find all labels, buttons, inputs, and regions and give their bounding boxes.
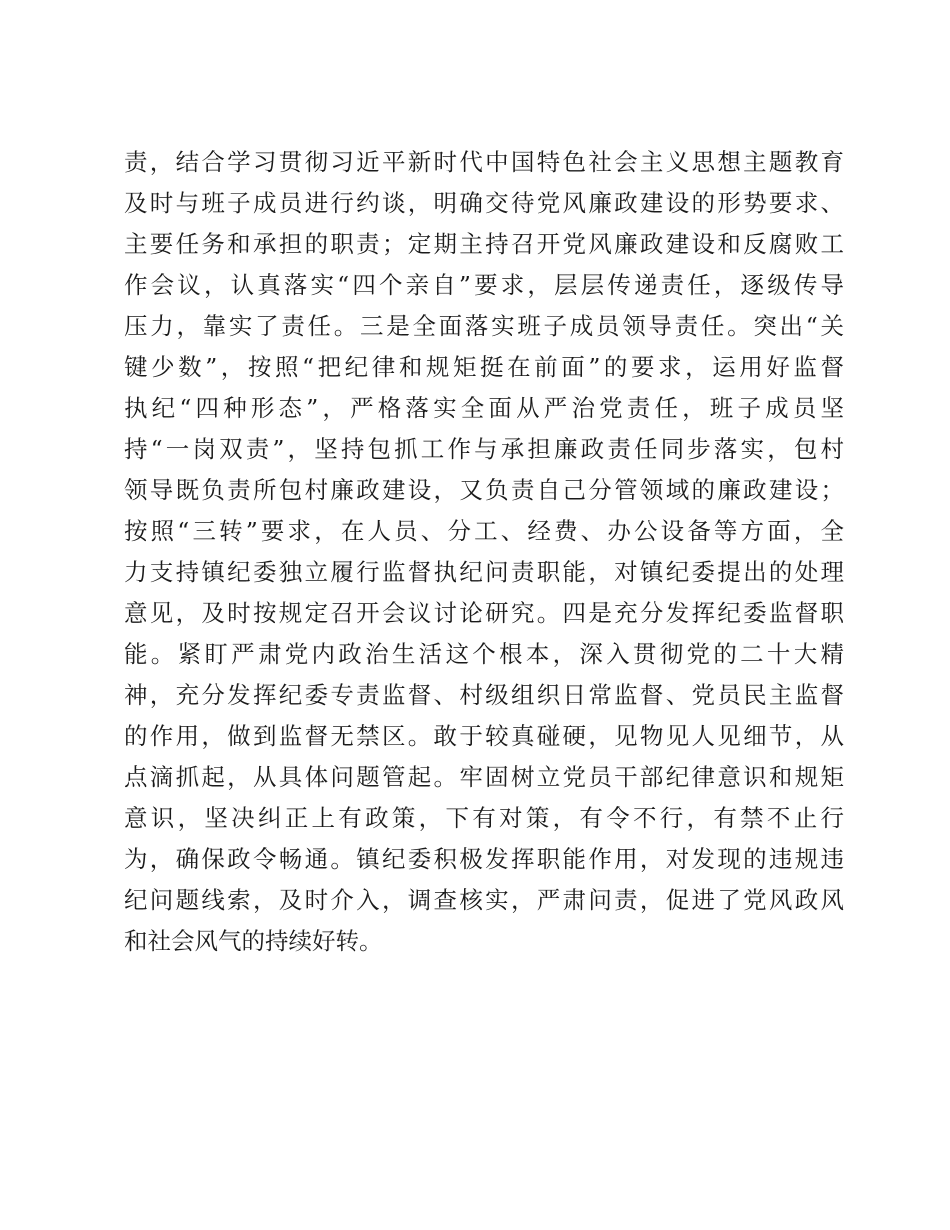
text-line-11: 力支持镇纪委独立履行监督执纪问责职能，对镇纪委提出的处理	[124, 558, 844, 586]
text-line-14: 神，充分发挥纪委专责监督、村级组织日常监督、党员民主监督	[124, 681, 844, 709]
text-line-3: 主要任务和承担的职责；定期主持召开党风廉政建设和反腐败工	[124, 230, 844, 258]
text-line-16: 点滴抓起，从具体问题管起。牢固树立党员干部纪律意识和规矩	[124, 763, 844, 791]
text-line-13: 能。紧盯严肃党内政治生活这个根本，深入贯彻党的二十大精	[124, 640, 844, 668]
text-line-20: 和社会风气的持续好转。	[124, 927, 383, 955]
text-line-1: 责，结合学习贯彻习近平新时代中国特色社会主义思想主题教育	[124, 148, 844, 176]
text-line-9: 领导既负责所包村廉政建设，又负责自己分管领域的廉政建设；	[124, 476, 844, 504]
text-line-4: 作会议，认真落实“四个亲自”要求，层层传递责任，逐级传导	[124, 271, 844, 299]
text-line-12: 意见，及时按规定召开会议讨论研究。四是充分发挥纪委监督职	[124, 599, 844, 627]
text-line-5: 压力，靠实了责任。三是全面落实班子成员领导责任。突出“关	[124, 312, 844, 340]
text-line-18: 为，确保政令畅通。镇纪委积极发挥职能作用，对发现的违规违	[124, 845, 844, 873]
text-line-10: 按照“三转”要求，在人员、分工、经费、办公设备等方面，全	[124, 517, 844, 545]
text-line-8: 持“一岗双责”，坚持包抓工作与承担廉政责任同步落实，包村	[124, 435, 844, 463]
text-line-2: 及时与班子成员进行约谈，明确交待党风廉政建设的形势要求、	[124, 189, 844, 217]
text-line-7: 执纪“四种形态”，严格落实全面从严治党责任，班子成员坚	[124, 394, 844, 422]
text-line-15: 的作用，做到监督无禁区。敢于较真碰硬，见物见人见细节，从	[124, 722, 844, 750]
text-line-6: 键少数”，按照“把纪律和规矩挺在前面”的要求，运用好监督	[124, 353, 844, 381]
text-line-19: 纪问题线索，及时介入，调查核实，严肃问责，促进了党风政风	[124, 886, 844, 914]
text-line-17: 意识，坚决纠正上有政策，下有对策，有令不行，有禁不止行	[124, 804, 844, 832]
body-paragraph	[124, 142, 844, 962]
